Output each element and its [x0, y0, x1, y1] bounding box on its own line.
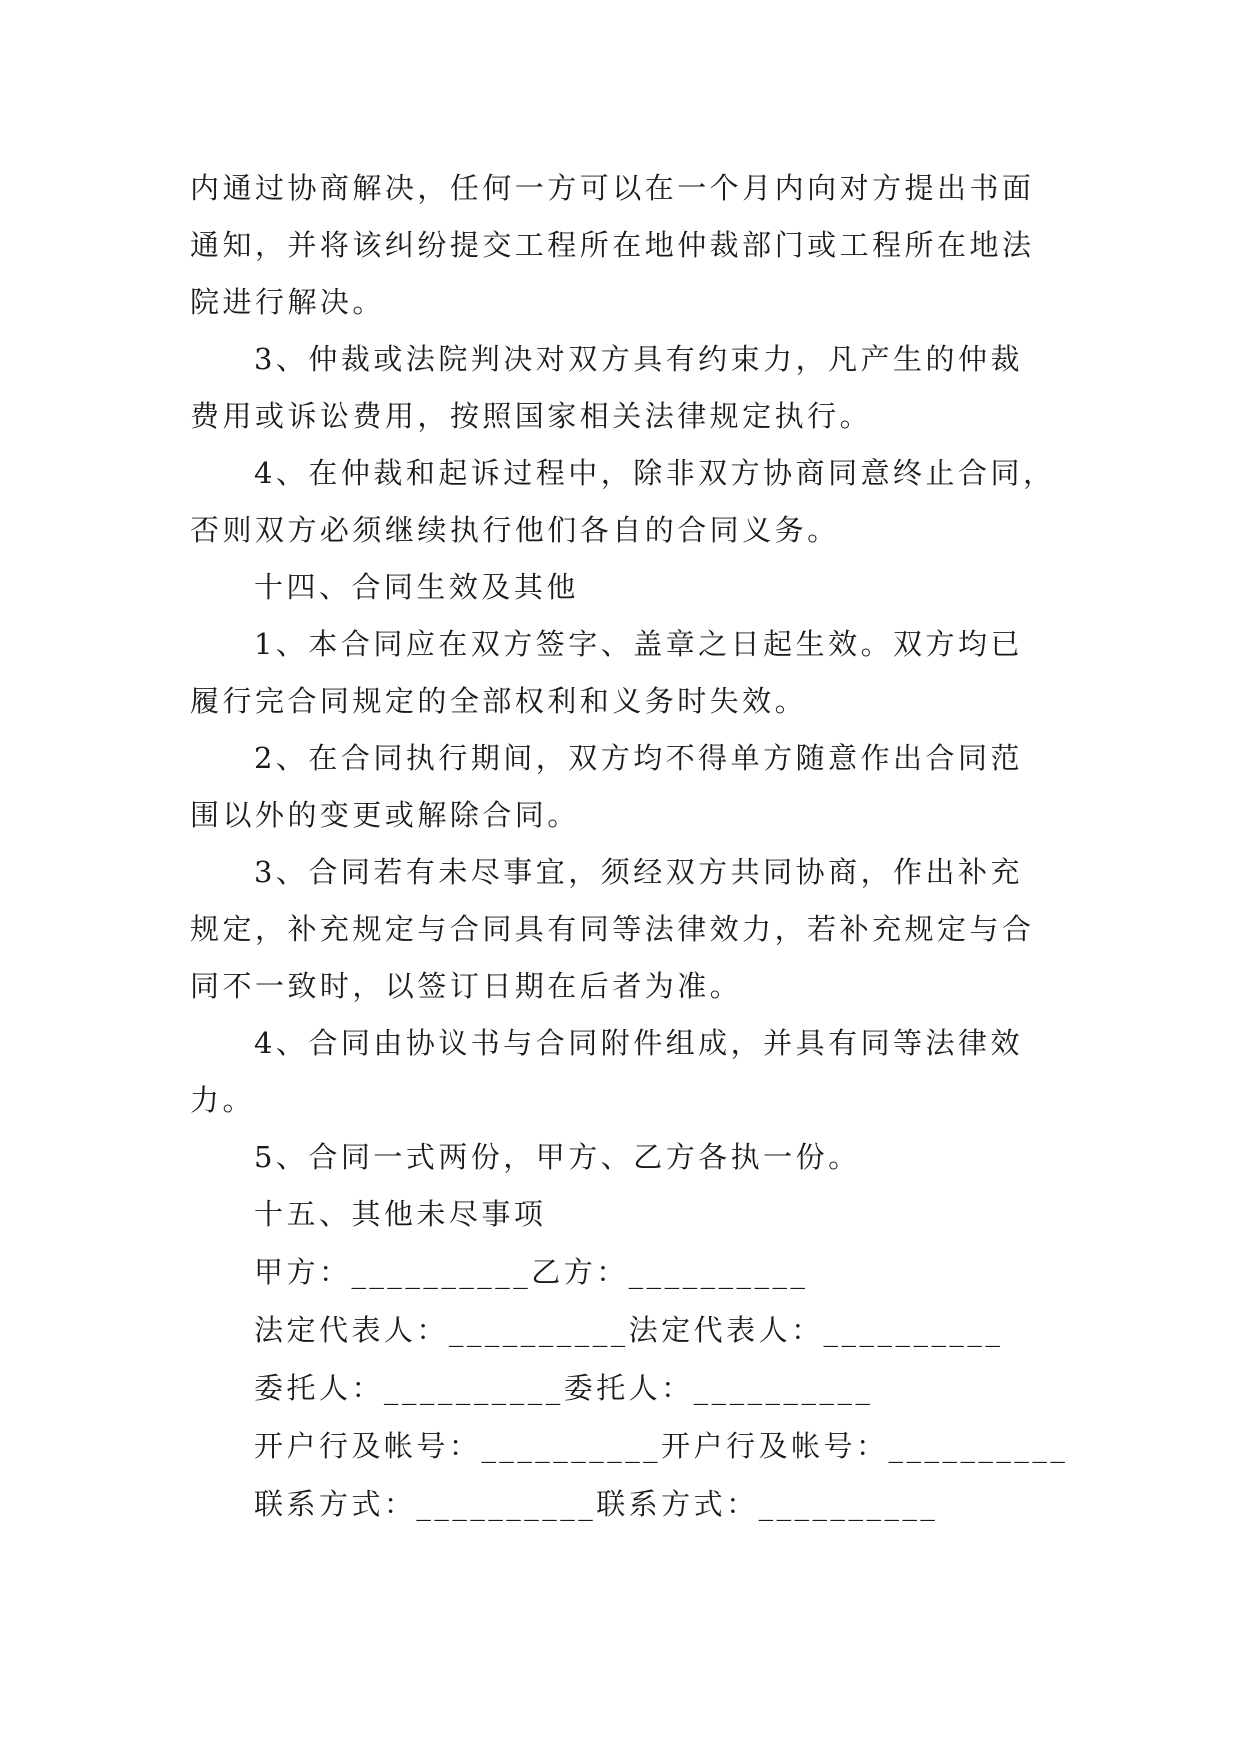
signature-line-party: 甲方：__________乙方：__________ [254, 1255, 809, 1289]
paragraph-line: 费用或诉讼费用，按照国家相关法律规定执行。 [190, 399, 873, 433]
section-heading: 十四、合同生效及其他 [254, 570, 579, 604]
contract-body [190, 160, 1069, 1533]
paragraph-line: 5、合同一式两份，甲方、乙方各执一份。 [254, 1140, 861, 1174]
signature-line-bank-account: 开户行及帐号：__________开户行及帐号：__________ [254, 1429, 1069, 1463]
paragraph-line: 3、仲裁或法院判决对双方具有约束力，凡产生的仲裁 [254, 342, 1023, 376]
paragraph-line: 同不一致时，以签订日期在后者为准。 [190, 969, 743, 1003]
paragraph-line: 内通过协商解决，任何一方可以在一个月内向对方提出书面 [190, 171, 1035, 205]
paragraph-line: 否则双方必须继续执行他们各自的合同义务。 [190, 513, 840, 547]
paragraph-line: 院进行解决。 [190, 285, 385, 319]
signature-block [190, 1243, 1069, 1533]
paragraph-line: 通知，并将该纠纷提交工程所在地仲裁部门或工程所在地法 [190, 228, 1035, 262]
paragraph-line: 4、合同由协议书与合同附件组成，并具有同等法律效 [254, 1026, 1023, 1060]
section-heading: 十五、其他未尽事项 [254, 1197, 547, 1231]
paragraph-line: 规定，补充规定与合同具有同等法律效力，若补充规定与合 [190, 912, 1035, 946]
signature-line-contact: 联系方式：__________联系方式：__________ [254, 1487, 939, 1521]
signature-line-legal-representative: 法定代表人：__________法定代表人：__________ [254, 1313, 1004, 1347]
paragraph-line: 4、在仲裁和起诉过程中，除非双方协商同意终止合同， [254, 456, 1056, 490]
paragraph-line: 3、合同若有未尽事宜，须经双方共同协商，作出补充 [254, 855, 1023, 889]
signature-line-agent: 委托人：__________委托人：__________ [254, 1371, 874, 1405]
paragraph-line: 1、本合同应在双方签字、盖章之日起生效。双方均已 [254, 627, 1023, 661]
paragraph-line: 围以外的变更或解除合同。 [190, 798, 580, 832]
paragraph-line: 2、在合同执行期间，双方均不得单方随意作出合同范 [254, 741, 1023, 775]
paragraph-line: 履行完合同规定的全部权利和义务时失效。 [190, 684, 808, 718]
paragraph-line: 力。 [190, 1083, 255, 1117]
